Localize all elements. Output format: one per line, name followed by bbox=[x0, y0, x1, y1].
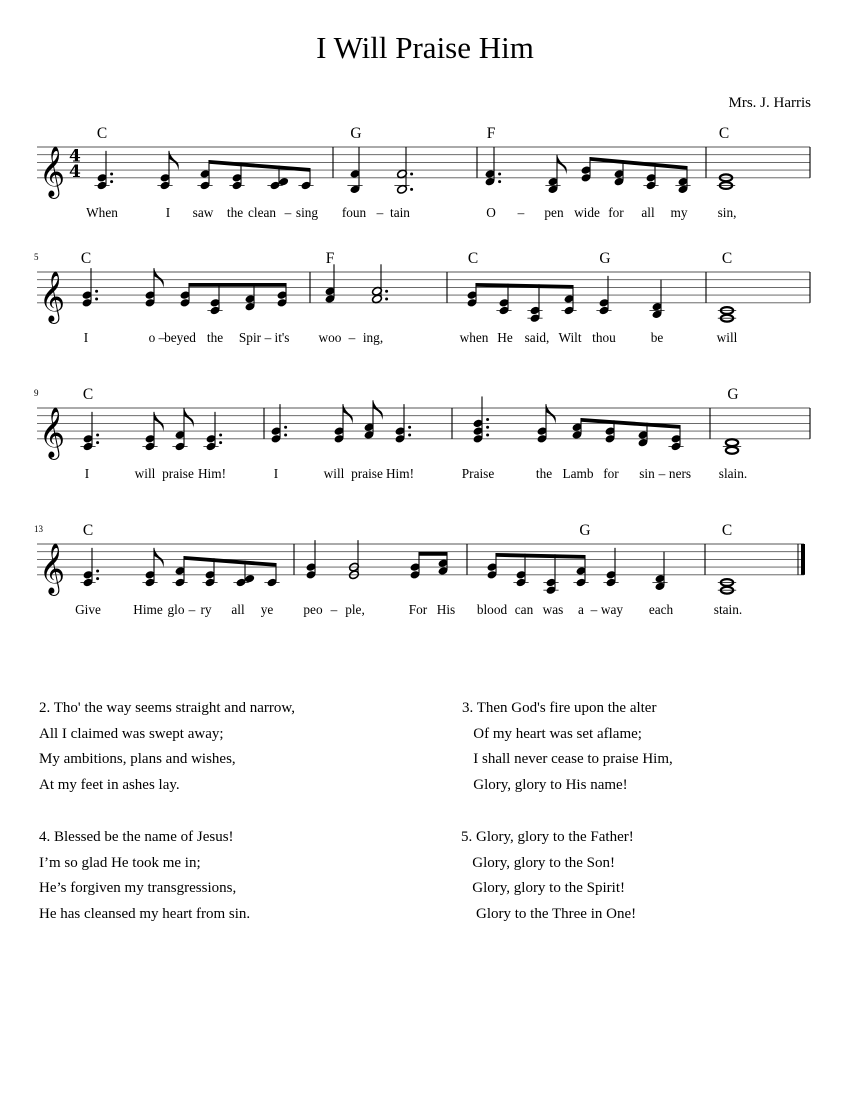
eighth-flag bbox=[154, 548, 164, 568]
lyric-syllable: tain bbox=[390, 204, 410, 220]
note-chord bbox=[718, 307, 736, 322]
note-chord bbox=[571, 418, 582, 440]
note-chord bbox=[157, 151, 178, 191]
lyric-syllable: it's bbox=[274, 329, 290, 345]
measure-number: 9 bbox=[34, 388, 39, 398]
chord-symbol: C bbox=[82, 522, 94, 539]
lyric-syllable: ye bbox=[260, 601, 274, 617]
lyric-syllable: be bbox=[650, 329, 664, 345]
duration-dot bbox=[96, 577, 99, 580]
lyric-syllable: way bbox=[600, 601, 624, 617]
duration-dot bbox=[110, 180, 113, 183]
beam bbox=[189, 283, 286, 287]
note-chord bbox=[649, 280, 664, 320]
lyric-syllable: beyed bbox=[164, 329, 196, 345]
note-chord bbox=[561, 285, 576, 315]
treble-clef-icon: 𝄞 bbox=[39, 145, 66, 197]
note-chord bbox=[536, 404, 555, 444]
lyric-syllable: was bbox=[542, 601, 564, 617]
chord-symbol: C bbox=[718, 125, 730, 142]
lyric-syllable: when bbox=[459, 329, 489, 345]
lyric-syllable: When bbox=[86, 204, 118, 220]
lyric-syllable: Him! bbox=[385, 465, 415, 481]
note-chord bbox=[652, 552, 667, 592]
beam bbox=[476, 283, 573, 289]
note-chord bbox=[718, 579, 736, 594]
note-chord bbox=[333, 404, 352, 444]
lyric-syllable: Praise bbox=[461, 465, 495, 481]
beam bbox=[496, 553, 585, 559]
note-chord bbox=[80, 412, 99, 452]
note-chord bbox=[324, 264, 335, 304]
chord-symbol: G bbox=[579, 522, 591, 539]
lyric-hyphen: – bbox=[376, 204, 384, 220]
lyric-syllable: will bbox=[716, 329, 738, 345]
duration-dot bbox=[498, 172, 501, 175]
final-barline bbox=[801, 544, 805, 575]
note-chord bbox=[348, 540, 359, 580]
note-chord bbox=[486, 553, 497, 580]
eighth-flag bbox=[184, 408, 194, 428]
duration-dot bbox=[410, 172, 413, 175]
time-signature-numerator: 4 bbox=[69, 146, 81, 167]
lyric-syllable: pen bbox=[544, 204, 564, 220]
staff-system bbox=[34, 250, 810, 345]
duration-dot bbox=[95, 290, 98, 293]
note-chord bbox=[472, 396, 489, 443]
eighth-flag bbox=[373, 400, 383, 420]
lyric-syllable: Wilt bbox=[558, 329, 582, 345]
lyric-syllable: slain. bbox=[718, 465, 748, 481]
note-chord bbox=[603, 548, 618, 588]
note-chord bbox=[723, 439, 741, 454]
staff-system bbox=[37, 125, 810, 220]
note-chord bbox=[179, 283, 190, 308]
verse-line: Glory, glory to the Son! bbox=[461, 854, 616, 871]
lyric-syllable: ing, bbox=[362, 329, 384, 345]
lyric-syllable: will bbox=[323, 465, 345, 481]
lyric-syllable: ple, bbox=[345, 601, 365, 617]
notehead bbox=[726, 447, 738, 454]
eighth-flag bbox=[169, 151, 179, 171]
lyric-syllable: O bbox=[486, 204, 496, 220]
lyric-syllable: praise bbox=[351, 465, 383, 481]
lyric-syllable: sin bbox=[639, 465, 655, 481]
eighth-flag bbox=[557, 155, 567, 175]
song-title: I Will Praise Him bbox=[316, 30, 534, 65]
lyric-hyphen: – bbox=[264, 329, 272, 345]
verse-4 bbox=[39, 825, 250, 928]
lyric-syllable: the bbox=[535, 465, 553, 481]
lyric-syllable: ners bbox=[668, 465, 692, 481]
lyric-syllable: for bbox=[608, 204, 624, 220]
duration-dot bbox=[385, 290, 388, 293]
lyric-syllable: sin, bbox=[717, 204, 737, 220]
note-chord bbox=[172, 556, 187, 587]
chord-symbol: G bbox=[350, 125, 362, 142]
verse-2 bbox=[39, 696, 295, 799]
beam bbox=[590, 157, 687, 170]
note-chord bbox=[409, 552, 420, 580]
lyric-syllable: thou bbox=[592, 329, 616, 345]
lyric-hyphen: – bbox=[517, 204, 525, 220]
duration-dot bbox=[408, 426, 411, 429]
lyric-syllable: saw bbox=[192, 204, 214, 220]
note-chord bbox=[527, 284, 542, 323]
lyric-syllable: Give bbox=[75, 601, 101, 617]
chord-symbol: C bbox=[82, 386, 94, 403]
lyric-hyphen: – bbox=[348, 329, 356, 345]
note-chord bbox=[81, 268, 98, 308]
beam bbox=[419, 552, 447, 556]
measure-number: 5 bbox=[34, 252, 39, 262]
note-chord bbox=[144, 268, 163, 308]
staff-system bbox=[34, 386, 810, 481]
note-chord bbox=[305, 540, 316, 580]
lyric-syllable: for bbox=[603, 465, 619, 481]
note-chord bbox=[513, 554, 528, 588]
chord-symbol: C bbox=[96, 125, 108, 142]
verse-line: Of my heart was set aflame; bbox=[462, 725, 642, 742]
lyric-syllable: woo bbox=[318, 329, 342, 345]
verse-line: 4. Blessed be the name of Jesus! bbox=[39, 829, 234, 845]
lyric-syllable: ry bbox=[200, 601, 212, 617]
lyric-syllable: praise bbox=[162, 465, 194, 481]
note-chord bbox=[203, 412, 222, 452]
lyric-syllable: sing bbox=[295, 204, 319, 220]
duration-dot bbox=[219, 441, 222, 444]
duration-dot bbox=[385, 297, 388, 300]
chord-symbol: C bbox=[467, 250, 479, 267]
lyric-syllable: peo bbox=[303, 601, 323, 617]
time-signature-denominator: 4 bbox=[69, 162, 81, 182]
lyric-syllable: said, bbox=[524, 329, 550, 345]
lyric-hyphen: – bbox=[158, 329, 166, 345]
eighth-flag bbox=[154, 268, 164, 288]
lyric-syllable: o bbox=[148, 329, 156, 345]
duration-dot bbox=[284, 426, 287, 429]
duration-dot bbox=[110, 172, 113, 175]
lyric-syllable: Spir bbox=[238, 329, 262, 345]
treble-clef-icon: 𝄞 bbox=[39, 406, 66, 458]
duration-dot bbox=[408, 433, 411, 436]
note-chord bbox=[613, 160, 624, 186]
note-chord bbox=[394, 404, 411, 444]
duration-dot bbox=[486, 426, 489, 429]
note-chord bbox=[717, 174, 735, 189]
staff-system bbox=[34, 522, 805, 617]
verse-line: He’s forgiven my transgressions, bbox=[39, 880, 237, 897]
note-chord bbox=[229, 163, 244, 191]
duration-dot bbox=[486, 433, 489, 436]
note-chord bbox=[573, 555, 588, 587]
lyric-syllable: Lamb bbox=[562, 465, 594, 481]
lyric-syllable: blood bbox=[476, 601, 508, 617]
verse-line: Glory to the Three in One! bbox=[461, 906, 637, 923]
lyric-syllable: Hime bbox=[133, 601, 163, 617]
verse-line: 3. Then God's fire upon the alter bbox=[462, 700, 657, 716]
note-chord bbox=[142, 412, 163, 452]
duration-dot bbox=[96, 441, 99, 444]
lyric-syllable: Him! bbox=[197, 465, 227, 481]
composer-credit: Mrs. J. Harris bbox=[728, 95, 811, 111]
note-chord bbox=[371, 264, 388, 304]
note-chord bbox=[80, 548, 99, 588]
duration-dot bbox=[96, 569, 99, 572]
lyric-syllable: He bbox=[497, 329, 513, 345]
eighth-flag bbox=[154, 412, 164, 432]
lyric-syllable: I bbox=[84, 465, 90, 481]
lyric-hyphen: – bbox=[188, 601, 196, 617]
chord-symbol: F bbox=[325, 250, 335, 267]
note-chord bbox=[363, 400, 382, 440]
treble-clef-icon: 𝄞 bbox=[39, 542, 66, 594]
lyric-syllable: glo bbox=[167, 601, 185, 617]
lyric-syllable: I bbox=[273, 465, 279, 481]
eighth-flag bbox=[343, 404, 353, 424]
lyric-syllable: will bbox=[134, 465, 156, 481]
lyric-hyphen: – bbox=[590, 601, 598, 617]
verse-line: 5. Glory, glory to the Father! bbox=[461, 829, 634, 845]
duration-dot bbox=[498, 180, 501, 183]
chord-symbol: C bbox=[721, 250, 733, 267]
note-chord bbox=[172, 408, 193, 451]
lyric-hyphen: – bbox=[284, 204, 292, 220]
duration-dot bbox=[96, 433, 99, 436]
lyric-syllable: all bbox=[641, 204, 655, 220]
lyric-syllable: For bbox=[408, 601, 428, 617]
notehead bbox=[726, 439, 738, 446]
duration-dot bbox=[95, 297, 98, 300]
lyric-syllable: I bbox=[165, 204, 171, 220]
verse-line: My ambitions, plans and wishes, bbox=[39, 751, 236, 768]
lyric-syllable: I bbox=[83, 329, 89, 345]
lyric-syllable: wide bbox=[574, 204, 600, 220]
chord-symbol: F bbox=[486, 125, 496, 142]
verse-line: At my feet in ashes lay. bbox=[39, 777, 180, 794]
verse-line: 2. Tho' the way seems straight and narrow, bbox=[39, 700, 295, 716]
note-chord bbox=[202, 558, 217, 587]
lyric-syllable: my bbox=[670, 204, 688, 220]
note-chord bbox=[484, 147, 501, 187]
chord-symbol: C bbox=[80, 250, 92, 267]
note-chord bbox=[394, 147, 413, 194]
note-chord bbox=[207, 283, 222, 315]
note-chord bbox=[643, 163, 658, 190]
note-chord bbox=[545, 155, 566, 195]
lyric-syllable: stain. bbox=[713, 601, 743, 617]
lyric-syllable: the bbox=[226, 204, 244, 220]
verse-line: Glory, glory to the Spirit! bbox=[461, 880, 626, 897]
lyric-syllable: clean bbox=[247, 204, 277, 220]
lyric-syllable: foun bbox=[341, 204, 367, 220]
verse-line: He has cleansed my heart from sin. bbox=[39, 906, 251, 923]
duration-dot bbox=[219, 433, 222, 436]
lyric-hyphen: – bbox=[658, 465, 666, 481]
chord-symbol: G bbox=[727, 386, 739, 403]
note-chord bbox=[94, 151, 113, 191]
note-chord bbox=[596, 276, 611, 316]
lyric-syllable: His bbox=[436, 601, 456, 617]
verse-5 bbox=[461, 825, 636, 928]
note-chord bbox=[466, 283, 477, 308]
treble-clef-icon: 𝄞 bbox=[39, 270, 66, 322]
lyric-syllable: all bbox=[231, 601, 245, 617]
verse-line: All I claimed was swept away; bbox=[39, 725, 224, 742]
duration-dot bbox=[284, 433, 287, 436]
measure-number: 13 bbox=[34, 524, 43, 534]
note-chord bbox=[347, 147, 362, 194]
chord-symbol: C bbox=[721, 522, 733, 539]
verse-line: I’m so glad He took me in; bbox=[39, 854, 201, 871]
verse-line: I shall never cease to praise Him, bbox=[462, 751, 673, 768]
chord-symbol: G bbox=[599, 250, 611, 267]
lyric-syllable: the bbox=[206, 329, 224, 345]
lyric-syllable: each bbox=[648, 601, 674, 617]
note-chord bbox=[580, 157, 591, 183]
verse-3 bbox=[462, 696, 673, 799]
lyric-hyphen: – bbox=[330, 601, 338, 617]
note-chord bbox=[197, 160, 212, 190]
note-chord bbox=[142, 548, 163, 588]
beam bbox=[184, 556, 276, 567]
duration-dot bbox=[486, 418, 489, 421]
note-chord bbox=[496, 284, 511, 316]
note-chord bbox=[270, 404, 287, 444]
lyric-syllable: a bbox=[578, 601, 584, 617]
note-chord bbox=[668, 425, 683, 451]
eighth-flag bbox=[546, 404, 556, 424]
duration-dot bbox=[410, 188, 413, 191]
verse-line: Glory, glory to His name! bbox=[462, 777, 628, 794]
lyric-syllable: can bbox=[514, 601, 534, 617]
